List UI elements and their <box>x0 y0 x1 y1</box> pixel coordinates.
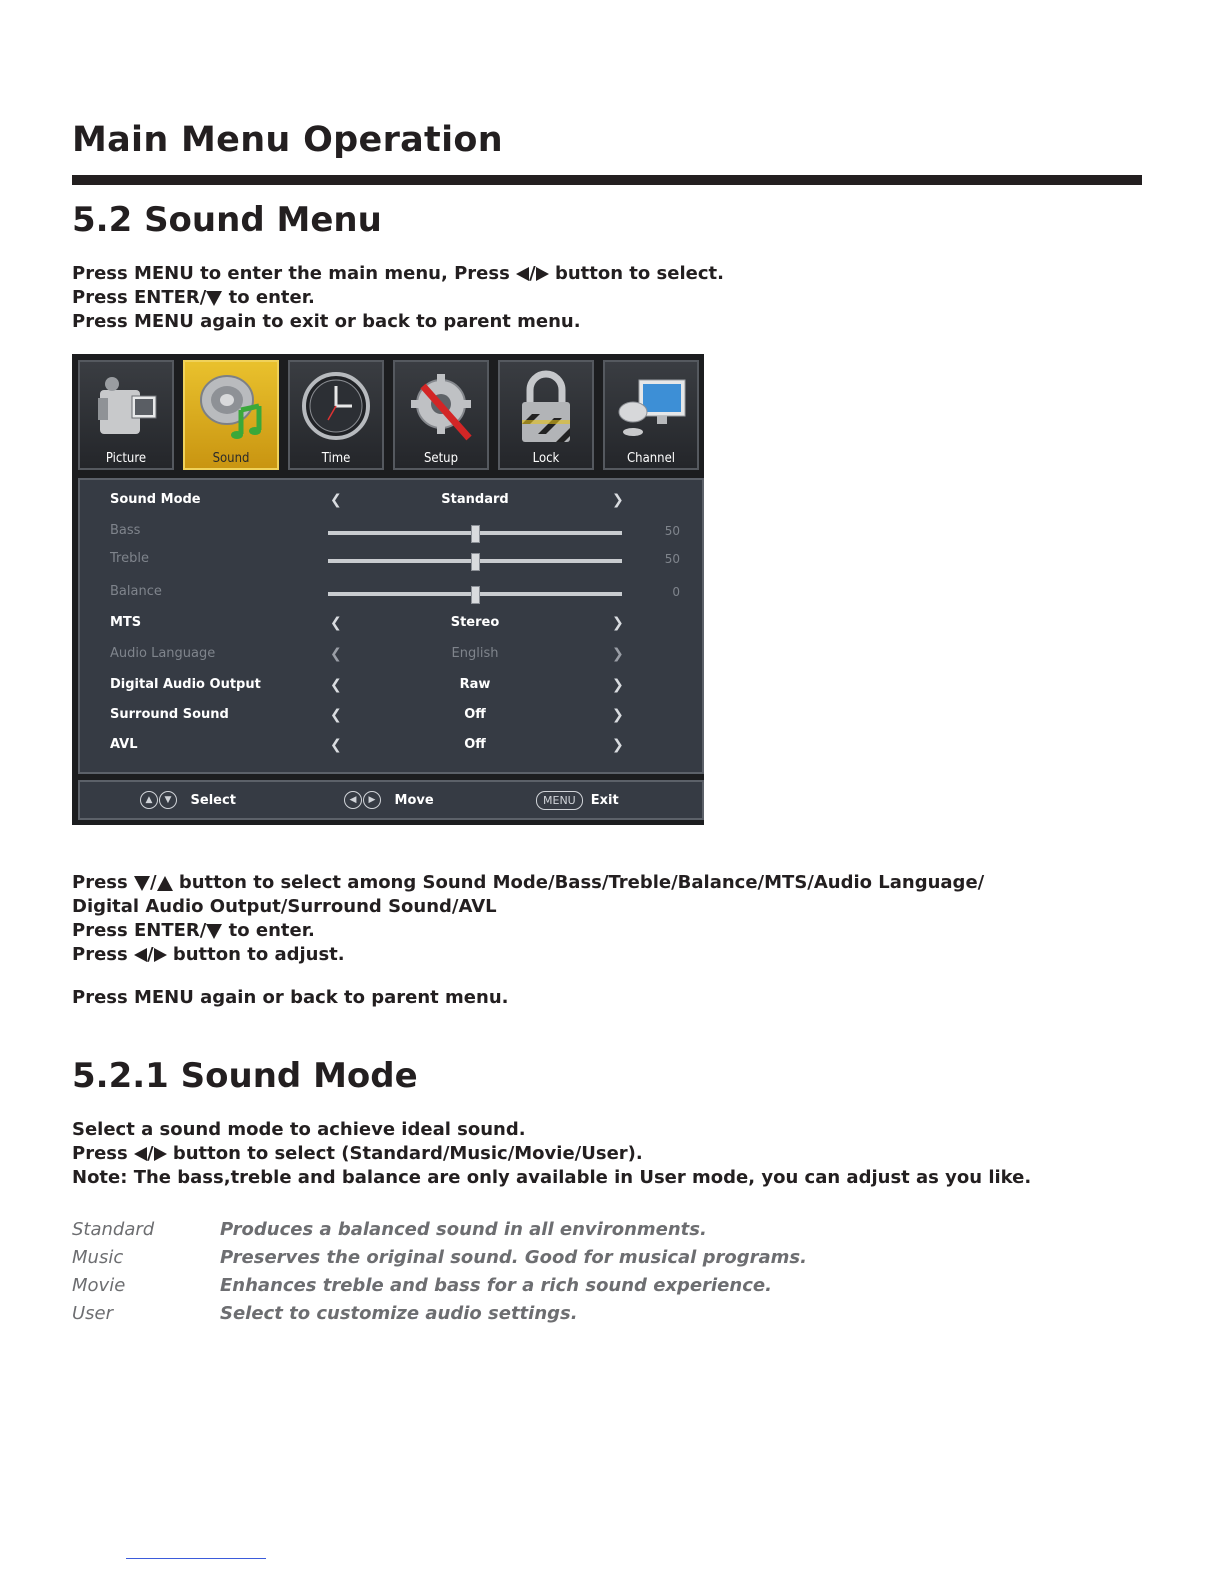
tab-label: Channel <box>626 451 676 466</box>
tab-picture[interactable] <box>78 360 174 470</box>
setting-value: Standard <box>441 492 509 507</box>
mode-description: Select to customize audio settings. <box>220 1303 578 1324</box>
intro-line-1: Press MENU to enter the main menu, Press / button to select. <box>72 263 724 284</box>
subsection-title: 5.2.1 Sound Mode <box>72 1056 418 1096</box>
section-title: 5.2 Sound Menu <box>72 200 382 240</box>
right-chevron-icon[interactable]: ❯ <box>612 492 624 508</box>
gear-tools-icon <box>403 368 479 446</box>
setting-label: Bass <box>110 523 141 538</box>
tab-label: Time <box>321 451 351 466</box>
tab-label: Picture <box>105 451 147 466</box>
row-sound-mode[interactable] <box>80 486 702 516</box>
sound-settings-panel <box>78 478 704 774</box>
sound-mode-line-2: Press / button to select (Standard/Music/Movie/User). <box>72 1143 643 1164</box>
right-arrow-icon <box>536 267 549 281</box>
page-title: Main Menu Operation <box>72 120 503 160</box>
treble-slider[interactable] <box>328 559 622 563</box>
left-chevron-icon[interactable]: ❮ <box>330 492 342 508</box>
left-chevron-icon[interactable]: ❮ <box>330 707 342 723</box>
down-arrow-icon <box>206 924 222 939</box>
padlock-icon <box>508 368 584 446</box>
slider-knob[interactable] <box>471 525 480 543</box>
instructions-paragraph <box>72 871 984 1010</box>
tab-time[interactable] <box>288 360 384 470</box>
tab-lock[interactable] <box>498 360 594 470</box>
intro-paragraph <box>72 262 724 334</box>
left-arrow-icon <box>134 948 147 962</box>
mode-name: Standard <box>72 1219 155 1240</box>
select-hint: ▲ ▼ Select <box>140 791 236 809</box>
left-arrow-icon <box>516 267 529 281</box>
left-button-icon: ◀ <box>344 791 362 809</box>
setting-label: AVL <box>110 737 138 752</box>
right-chevron-icon[interactable]: ❯ <box>612 737 624 753</box>
setting-number: 0 <box>672 585 680 599</box>
tab-label: Lock <box>532 451 560 466</box>
sound-mode-line-1: Select a sound mode to achieve ideal sound. <box>72 1119 526 1140</box>
setting-label: Balance <box>110 584 162 599</box>
instructions-line-2: Digital Audio Output/Surround Sound/AVL <box>72 896 497 917</box>
setting-number: 50 <box>664 552 680 566</box>
intro-line-2: Press ENTER/ to enter. <box>72 287 315 308</box>
sound-mode-line-3: Note: The bass,treble and balance are only available in User mode, you can adjust as you like. <box>72 1167 1032 1188</box>
mode-description: Produces a balanced sound in all environments. <box>220 1219 707 1240</box>
footer-line <box>126 1558 266 1559</box>
osd-help-bar <box>78 780 704 820</box>
instructions-line-1: Press / button to select among Sound Mode/Bass/Treble/Balance/MTS/Audio Language/ <box>72 872 985 893</box>
right-chevron-icon[interactable]: ❯ <box>612 707 624 723</box>
mode-name: Music <box>72 1247 124 1268</box>
down-button-icon: ▼ <box>159 791 177 809</box>
setting-label: Treble <box>110 551 149 566</box>
setting-label: Surround Sound <box>110 707 229 722</box>
setting-label: Sound Mode <box>110 492 201 507</box>
right-chevron-icon[interactable]: ❯ <box>612 646 624 662</box>
up-arrow-icon <box>157 876 173 891</box>
row-balance[interactable] <box>80 578 702 608</box>
clock-icon <box>298 368 374 446</box>
row-treble[interactable] <box>80 545 702 575</box>
mode-description: Preserves the original sound. Good for musical programs. <box>220 1247 807 1268</box>
right-button-icon: ▶ <box>363 791 381 809</box>
setting-number: 50 <box>664 524 680 538</box>
row-bass[interactable] <box>80 517 702 547</box>
exit-hint: MENU Exit <box>536 791 619 810</box>
row-surround-sound[interactable] <box>80 701 702 731</box>
row-audio-language[interactable] <box>80 640 702 670</box>
tab-setup[interactable] <box>393 360 489 470</box>
left-chevron-icon[interactable]: ❮ <box>330 737 342 753</box>
down-arrow-icon <box>134 876 150 891</box>
mode-description: Enhances treble and bass for a rich sound experience. <box>220 1275 772 1296</box>
slider-knob[interactable] <box>471 586 480 604</box>
move-hint: ◀ ▶ Move <box>344 791 434 809</box>
instructions-line-4: Press / button to adjust. <box>72 944 345 965</box>
camcorder-icon <box>88 368 164 446</box>
down-arrow-icon <box>206 291 222 306</box>
setting-value: Stereo <box>450 615 500 630</box>
menu-button-icon: MENU <box>536 791 583 810</box>
osd-tab-bar <box>78 360 704 472</box>
mode-name: User <box>72 1303 114 1324</box>
mode-name: Movie <box>72 1275 126 1296</box>
row-mts[interactable] <box>80 609 702 639</box>
right-chevron-icon[interactable]: ❯ <box>612 615 624 631</box>
tab-channel[interactable] <box>603 360 699 470</box>
setting-value: English <box>451 646 499 661</box>
sound-menu-osd <box>72 354 704 825</box>
setting-value: Off <box>464 737 486 752</box>
right-chevron-icon[interactable]: ❯ <box>612 677 624 693</box>
setting-label: MTS <box>110 615 142 630</box>
tab-label: Sound <box>212 451 250 466</box>
setting-value: Raw <box>459 677 491 692</box>
row-avl[interactable] <box>80 731 702 761</box>
setting-label: Audio Language <box>110 646 216 661</box>
right-arrow-icon <box>154 948 167 962</box>
left-chevron-icon[interactable]: ❮ <box>330 615 342 631</box>
balance-slider[interactable] <box>328 592 622 596</box>
bass-slider[interactable] <box>328 531 622 535</box>
tab-sound[interactable] <box>183 360 279 470</box>
sound-mode-paragraph <box>72 1118 1031 1190</box>
right-arrow-icon <box>154 1147 167 1161</box>
left-arrow-icon <box>134 1147 147 1161</box>
speaker-music-icon <box>193 368 269 446</box>
row-digital-audio-output[interactable] <box>80 671 702 701</box>
setting-label: Digital Audio Output <box>110 677 261 692</box>
setting-value: Off <box>464 707 486 722</box>
left-chevron-icon[interactable]: ❮ <box>330 677 342 693</box>
tab-label: Setup <box>423 451 459 466</box>
satellite-monitor-icon <box>613 368 689 446</box>
intro-line-3: Press MENU again to exit or back to parent menu. <box>72 311 581 332</box>
instructions-line-5: Press MENU again or back to parent menu. <box>72 987 509 1008</box>
left-chevron-icon[interactable]: ❮ <box>330 646 342 662</box>
slider-knob[interactable] <box>471 553 480 571</box>
instructions-line-3: Press ENTER/ to enter. <box>72 920 315 941</box>
up-button-icon: ▲ <box>140 791 158 809</box>
title-divider <box>72 175 1142 185</box>
